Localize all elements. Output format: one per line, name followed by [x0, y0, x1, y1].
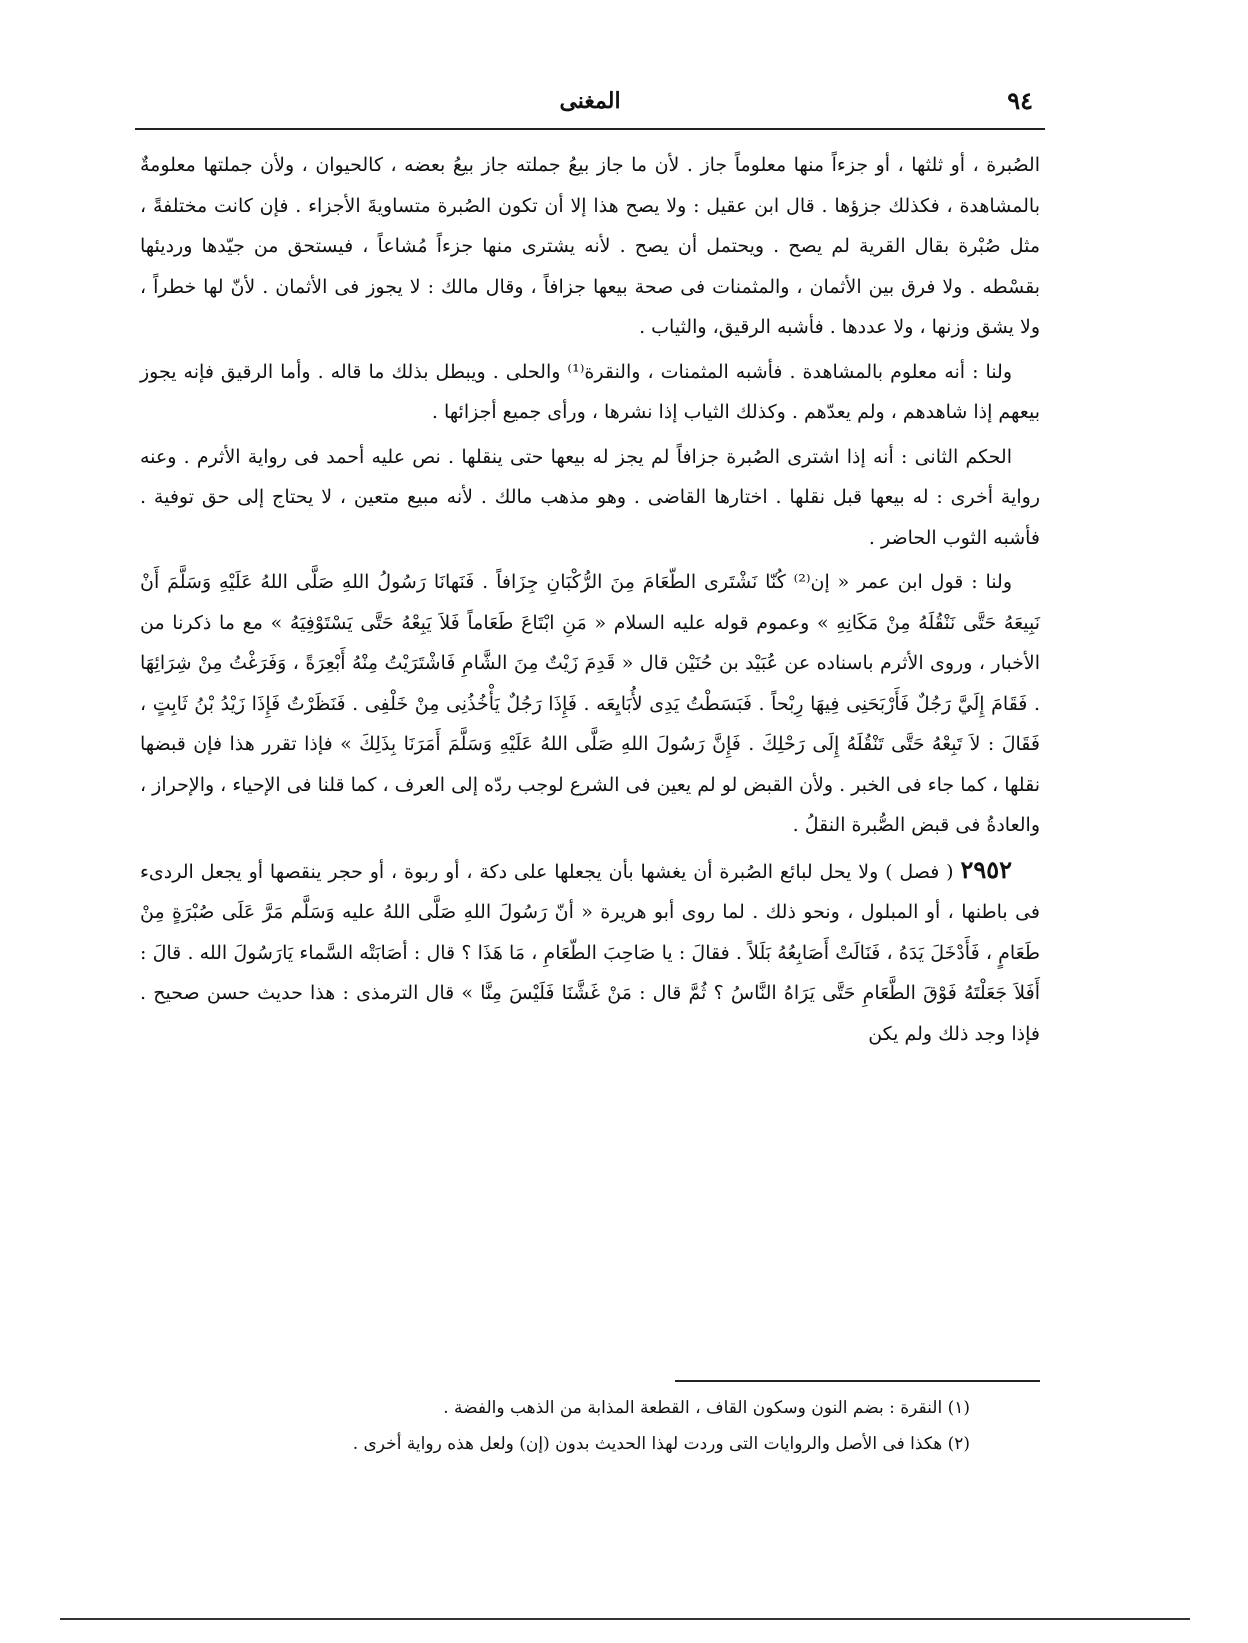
header-divider	[135, 128, 1045, 130]
paragraph: ولنا : أنه معلوم بالمشاهدة . فأشبه المثمنات ، والنقرة⁽¹⁾ والحلى . ويبطل بذلك ما قاله . وأما الرقيق فإنه يجوز بيعهم إذا شاهدهم ، ولم يعدّهم . وكذلك الثياب إذا نشرها ، ورأى جميع أجزائها .	[140, 360, 1040, 423]
paragraph: ولنا : قول ابن عمر « إن⁽²⁾ كُنّا نَشْتَرى الطّعَامَ مِنَ الرُّكْبَانِ جِزَافاً . فَنَهانَا رَسُولُ اللهِ صَلَّى اللهُ عَلَيْهِ وَسَلَّمَ أَنْ نَبِيعَهُ حَتَّى نَنْقُلَهُ مِنْ مَكَانِهِ » وعموم قوله عليه السلام « مَنِ ابْتَاعَ طَعَاماً فَلاَ يَبِعْهُ حَتَّى يَسْتَوْفِيَهُ » مع ما ذكرنا من الأخبار ، وروى الأثرم باسناده عن عُبَيْد بن حُنَيْن قال « قَدِمَ زَيْتٌ مِنَ الشَّامِ فَاشْتَرَيْتُ مِنْهُ أَبْعِرَةً ، وَفَرَغْتُ مِنْ شِرَائِهَا . فَقَامَ إِلَيَّ رَجُلٌ فَأَرْبَحَنِى فِيهَا رِبْحاً . فَبَسَطْتُ يَدِى لأُبَايِعَه . فَإِذَا رَجُلٌ يَأْخُذُنِى مِنْ خَلْفِى . فَنَظَرْتُ فَإِذَا زَيْدُ بْنُ ثَابِتٍ ، فَقَالَ : لاَ تَبِعْهُ حَتَّى تَنْقُلَهُ إِلَى رَحْلِكَ . فَإِنَّ رَسُولَ اللهِ صَلَّى اللهُ عَلَيْهِ وَسَلَّمَ أَمَرَنَا بِذَلِكَ » فإذا تقرر هذا فإن قبضها نقلها ، كما جاء فى الخبر . ولأن القبض لو لم يعين فى الشرع لوجب ردّه إلى العرف ، كما قلنا فى الإحياء ، والإحراز ، والعادةُ فى قبض الصُّبرة النقلُ .	[140, 571, 1040, 836]
paragraph: الحكم الثانى : أنه إذا اشترى الصُبرة جزافاً لم يجز له بيعها حتى ينقلها . نص عليه أحمد فى رواية الأثرم . وعنه رواية أخرى : له بيعها قبل نقلها . اختارها القاضى . وهو مذهب مالك . لأنه مبيع متعين ، لا يحتاج إلى حق توفية . فأشبه الثوب الحاضر .	[140, 445, 1040, 549]
main-text	[140, 145, 1040, 1058]
paragraph: الصُبرة ، أو ثلثها ، أو جزءاً منها معلوماً جاز . لأن ما جاز بيعُ جملته جاز بيعُ بعضه ، كالحيوان ، ولأن جملتها معلومةٌ بالمشاهدة ، فكذلك جزؤها . قال ابن عقيل : ولا يصح هذا إلا أن تكون الصُبرة متساويةَ الأجزاء . فإن كانت مختلفةً ، مثل صُبْرة بقال القرية لم يصح . ويحتمل أن يصح . لأنه يشترى منها جزءاً مُشاعاً ، فيستحق من جيّدها ورديئها بقسْطه . ولا فرق بين الأثمان ، والمثمنات فى صحة بيعها جزافاً ، وقال مالك : لا يجوز فى الأثمان . لأنّ لها خطراً ، ولا يشق وزنها ، ولا عددها . فأشبه الرقيق، والثياب .	[140, 154, 1040, 338]
footnote: (١) النقرة : بضم النون وسكون القاف ، القطعة المذابة من الذهب والفضة .	[443, 1398, 970, 1418]
bottom-divider	[60, 1618, 1190, 1620]
section-paragraph	[140, 850, 1040, 1055]
page-number: ٩٤	[1007, 86, 1033, 115]
footnote-divider	[675, 1380, 1040, 1382]
running-head	[135, 86, 1045, 126]
page-title: المغنى	[559, 88, 621, 114]
footnotes	[140, 1390, 970, 1462]
section-number: ٢٩٥٢	[960, 854, 1013, 884]
footnote: (٢) هكذا فى الأصل والروايات التى وردت لهذا الحديث بدون (إن) ولعل هذه رواية أخرى .	[352, 1434, 970, 1454]
section-text: ( فصل ) ولا يحل لبائع الصُبرة أن يغشها بأن يجعلها على دكة ، أو ربوة ، أو حجر ينقصها أو يجعل الردىء فى باطنها ، أو المبلول ، ونحو ذلك . لما روى أبو هريرة « أنّ رَسُولَ اللهِ صَلَّى اللهُ عليه وَسَلَّم مَرَّ عَلَى صُبْرَةٍ مِنْ طَعَامٍ ، فَأَدْخَلَ يَدَهُ ، فَنَالَتْ أَصَابِعُهُ بَلَلاً . فقالَ : يا صَاحِبَ الطّعَامِ ، مَا هَذَا ؟ قال : أصَابَتْه السَّماء يَارَسُولَ الله . قالَ : أَفَلاَ جَعَلْتَهُ فَوْقَ الطَّعَامِ حَتَّى يَرَاهُ النَّاسُ ؟ ثُمَّ قال : مَنْ غَشَّنَا فَلَيْسَ مِنَّا » قال الترمذى : هذا حديث حسن صحيح . فإذا وجد ذلك ولم يكن	[140, 860, 1040, 1045]
